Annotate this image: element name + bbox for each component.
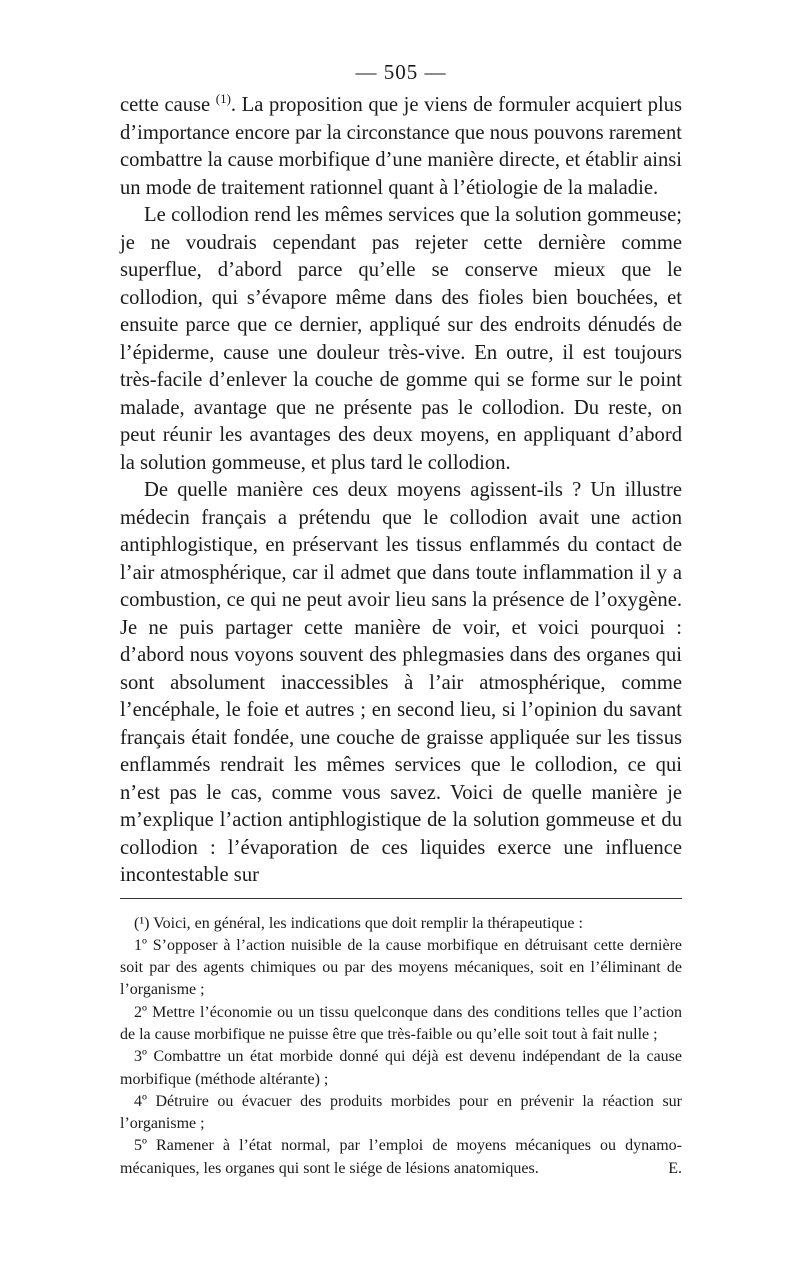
footnote-item-5-text: 5º Ramener à l’état normal, par l’emploi de moyens mécaniques ou dynamo-mécaniques, les organes qui sont le siége de lésions anatomiques. [120,1137,682,1177]
paragraph-1 [120,92,682,202]
footnote-item-4: 4º Détruire ou évacuer des produits morbides pour en prévenir la réaction sur l’organisme ; [120,1092,682,1133]
paragraph-1-start: cette cause [120,94,216,116]
footnote-item-3: 3º Combattre un état morbide donné qui déjà est devenu indépendant de la cause morbifique (méthode altérante) ; [120,1048,682,1088]
book-page [120,58,682,1180]
footnote-signature: E. [668,1159,682,1177]
paragraph-2: Le collodion rend les mêmes services que la solution gommeuse; je ne voudrais cependant pas rejeter cette dernière comme superflue, d’abord parce qu’elle se conserve mieux que le collodion, qui s’évapore même dans des fioles bien bouchées, et ensuite parce que ce dernier, appliqué sur des endroits dénudés de l’épiderme, cause une douleur très-vive. En outre, il est toujours très-facile d’enlever la couche de gomme qui se forme sur le point malade, avantage que ne présente pas le collodion. Du reste, on peut réunir les avantages des deux moyens, en appliquant d’abord la solution gommeuse, et plus tard le collodion. [120,204,682,474]
footnote-item-5 [120,1135,682,1180]
paragraph-1-rest: . La proposition que je viens de formuler acquiert plus d’importance encore par la circonstance que nous pouvons rarement combattre la cause morbifique d’une manière directe, et établir ainsi un mode de traitement rationnel quant à l’étiologie de la maladie. [120,94,682,199]
page-number: — 505 — [355,60,447,84]
body-text [120,92,682,890]
footnote-reference: (1) [215,91,231,107]
footnote-item-1: 1º S’opposer à l’action nuisible de la cause morbifique en détruisant cette dernière soit par des agents chimiques ou par des moyens mécaniques, soit en l’éliminant de l’organisme ; [120,936,682,999]
paragraph-3: De quelle manière ces deux moyens agissent-ils ? Un illustre médecin français a prétendu que le collodion avait une action antiphlogistique, en préservant les tissus enflammés du contact de l’air atmosphérique, car il admet que dans toute inflammation il y a combustion, ce qui ne peut avoir lieu sans la présence de l’oxygène. Je ne puis partager cette manière de voir, et voici pourquoi : d’abord nous voyons souvent des phlegmasies dans des organes qui sont absolument inaccessibles à l’air atmosphérique, comme l’encéphale, le foie et autres ; en second lieu, si l’opinion du savant français était fondée, une couche de graisse appliquée sur les tissus enflammés rendrait les mêmes services que le collodion, ce qui n’est pas le cas, comme vous savez. Voici de quelle manière je m’explique l’action antiphlogistique de la solution gommeuse et du collodion : l’évaporation de ces liquides exerce une influence incontestable sur [120,479,682,886]
footnote-intro: (¹) Voici, en général, les indications que doit remplir la thérapeutique : [134,914,583,932]
footnote-divider [120,898,682,899]
footnotes [120,913,682,1181]
footnote-item-2: 2º Mettre l’économie ou un tissu quelconque dans des conditions telles que l’action de la cause morbifique ne puisse être que très-faible ou qu’elle soit tout à fait nulle ; [120,1003,682,1043]
